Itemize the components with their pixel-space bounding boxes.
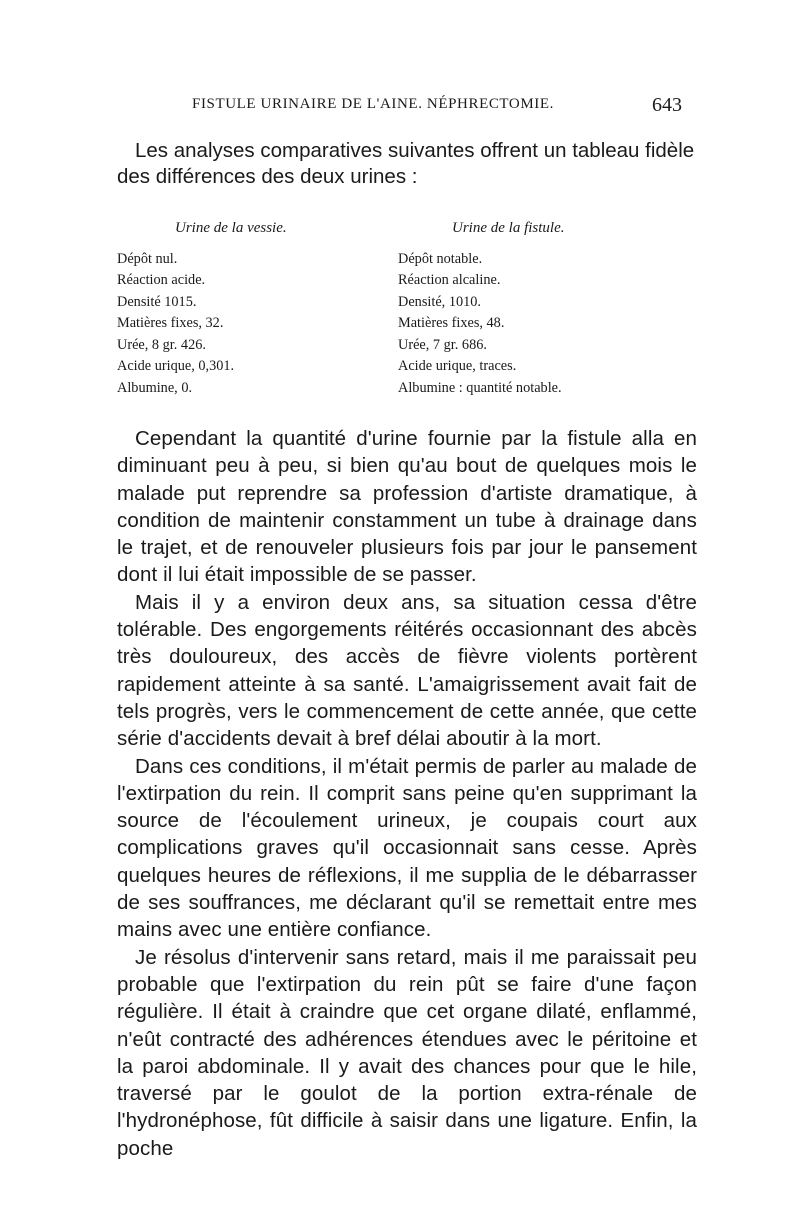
intro-paragraph: Les analyses comparatives suivantes offrent un tableau fidèle des différences des deux urines :	[117, 139, 695, 188]
list-item: Dépôt notable.	[398, 250, 483, 267]
list-item: Urée, 8 gr. 426.	[117, 336, 206, 353]
list-item: Réaction acide.	[117, 272, 206, 288]
column-title: Urine de la fistule.	[452, 220, 565, 236]
list-item: Matières fixes, 48.	[398, 315, 505, 331]
list-item: Acide urique, 0,301.	[117, 358, 235, 374]
list-item: Acide urique, traces.	[398, 358, 517, 374]
list-item: Réaction alcaline.	[398, 272, 501, 288]
list-item: Albumine, 0.	[117, 379, 193, 396]
paragraph: Cependant la quantité d'urine fournie par la fistule alla en diminuant peu à peu, si bien qu'au bout de quelques mois le malade put reprendre sa profession d'artiste dramatique, à condition de maintenir constamment un tube à drainage dans le trajet, et de renouveler plusieurs fois par jour le pansement dont il lui était impossible de se passer.	[117, 427, 697, 587]
table-column-bladder-urine	[117, 218, 367, 399]
paragraph: Dans ces conditions, il m'était permis de parler au malade de l'extirpation du rein. Il comprit sans peine qu'en supprimant la source de l'écoulement urineux, je coupais court aux complications graves qu'il occasionnait sans cesse. Après quelques heures de réflexions, il me supplia de le débarrasser de ses souffrances, me déclarant qu'il se remettait entre mes mains avec une entière confiance.	[117, 754, 697, 942]
running-title: FISTULE URINAIRE DE L'AINE. NÉPHRECTOMIE.	[192, 96, 555, 112]
list-item: Densité, 1010.	[398, 293, 481, 310]
column-title: Urine de la vessie.	[175, 220, 287, 236]
page-number: 643	[652, 94, 682, 116]
paragraph: Mais il y a environ deux ans, sa situation cessa d'être tolérable. Des engorgements réitérés occasionnant des abcès très douloureux, des accès de fièvre violents portèrent rapidement atteinte à sa santé. L'amaigrissement avait fait de tels progrès, vers le commencement de cette année, que cette série d'accidents devait à bref délai aboutir à la mort.	[117, 590, 697, 751]
list-item: Albumine : quantité notable.	[398, 379, 562, 396]
table-column-fistula-urine	[398, 218, 678, 399]
list-item: Densité 1015.	[117, 293, 197, 310]
page-header	[192, 96, 692, 120]
list-item: Urée, 7 gr. 686.	[398, 336, 487, 353]
list-item: Dépôt nul.	[117, 250, 178, 267]
body-text	[117, 425, 697, 1162]
paragraph: Je résolus d'intervenir sans retard, mais il me paraissait peu probable que l'extirpation du rein pût se faire d'une façon régulière. Il était à craindre que cet organe dilaté, enflammé, n'eût contracté des adhérences étendues avec le péritoine et la paroi abdominale. Il y avait des chances pour que le hile, traversé par le goulot de la portion extra-rénale de l'hydronéphose, fût difficile à saisir dans une ligature. Enfin, la poche	[117, 945, 697, 1160]
list-item: Matières fixes, 32.	[117, 315, 224, 331]
